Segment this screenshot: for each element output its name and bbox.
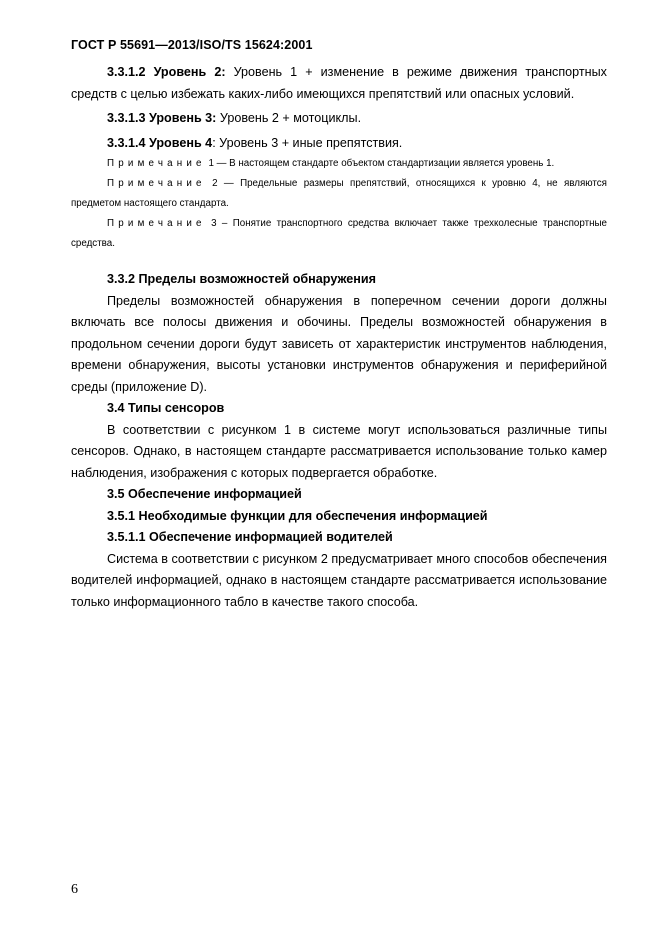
clause-number: 3.3.1.4 Уровень 4 xyxy=(107,135,213,150)
paragraph-3-3-2: Пределы возможностей обнаружения в поперечном сечении дороги должны включать все полосы движения и обочины. Пределы возможностей обнаружения в продольном сечении дороги будут зависеть от характеристик инструментов наблюдения, времени обнаружения, высоты установки инструментов обнаружения и периферийной среды (приложение D). xyxy=(71,293,607,394)
clause-text: Уровень 2 + мотоциклы. xyxy=(216,111,362,125)
paragraph-3-4: В соответствии с рисунком 1 в системе могут использоваться различные типы сенсоров. Однако, в настоящем стандарте рассматривается использование только камер наблюдения, изображения с которых подвергается обработке. xyxy=(71,422,607,480)
heading-3-5-1-1: 3.5.1.1 Обеспечение информацией водителей xyxy=(107,530,393,544)
heading-3-4: 3.4 Типы сенсоров xyxy=(107,401,225,415)
note-text: 2 — Предельные размеры препятствий, относящихся к уровню 4, не являются предметом настоящего стандарта. xyxy=(71,178,607,209)
note-1 xyxy=(71,154,607,174)
clause-text: Уровень 1 + изменение в режиме движения транспортных средств с целью избежать каких-либо имеющихся препятствий или опасных условий. xyxy=(71,65,607,101)
note-label: Примечание xyxy=(107,158,206,169)
page-body xyxy=(71,62,607,613)
note-label: Примечание xyxy=(107,178,206,189)
heading-3-3-2: 3.3.2 Пределы возможностей обнаружения xyxy=(107,272,376,286)
paragraph-3-3-1-3 xyxy=(71,108,607,130)
paragraph-3-5-1-1: Система в соответствии с рисунком 2 предусматривает много способов обеспечения водителей информацией, однако в настоящем стандарте рассматривается использование только информационного табло в качестве такого способа. xyxy=(71,551,607,609)
note-text: 3 – Понятие транспортного средства включает также трехколесные транспортные средства. xyxy=(71,218,607,249)
heading-3-5: 3.5 Обеспечение информацией xyxy=(107,487,302,501)
paragraph-3-3-1-4 xyxy=(71,133,607,155)
clause-number: 3.3.1.2 Уровень 2: xyxy=(107,65,226,79)
clause-text: : Уровень 3 + иные препятствия. xyxy=(212,135,403,150)
note-text: 1 — В настоящем стандарте объектом стандартизации является уровень 1. xyxy=(205,158,555,169)
document-header: ГОСТ Р 55691—2013/ISO/TS 15624:2001 xyxy=(71,38,313,52)
spacer xyxy=(71,254,607,269)
note-2 xyxy=(71,174,607,214)
heading-3-5-1: 3.5.1 Необходимые функции для обеспечения информацией xyxy=(107,508,488,523)
paragraph-3-3-1-2 xyxy=(71,62,607,105)
note-label: Примечание xyxy=(107,218,206,229)
note-3 xyxy=(71,214,607,254)
page-number: 6 xyxy=(71,882,78,897)
clause-number: 3.3.1.3 Уровень 3: xyxy=(107,111,217,125)
